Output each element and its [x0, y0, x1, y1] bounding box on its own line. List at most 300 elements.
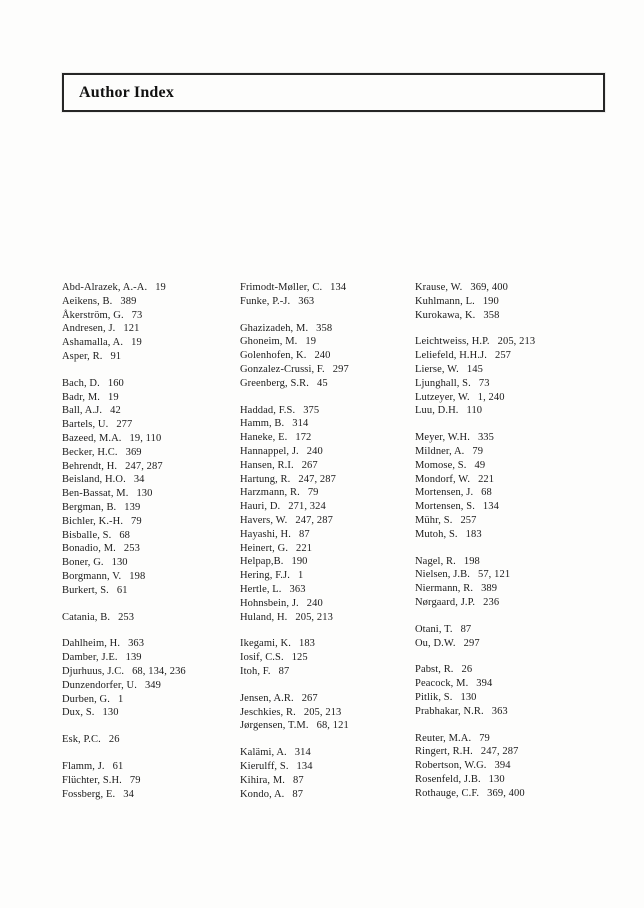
page-numbers: 369 [125, 446, 142, 458]
author-name: Rosenfeld, J.B. [415, 773, 481, 785]
alpha-group [62, 760, 240, 801]
page-numbers: 394 [476, 678, 493, 690]
author-name: Hannappel, J. [240, 445, 299, 457]
author-name: Djurhuus, J.C. [62, 665, 125, 677]
author-name: Ljunghall, S. [415, 377, 471, 389]
page-numbers: 198 [463, 555, 480, 567]
author-entry [62, 350, 240, 364]
author-name: Greenberg, S.R. [240, 377, 309, 389]
author-name: Bisballe, S. [62, 529, 112, 541]
author-name: Dux, S. [62, 707, 95, 719]
author-entry [415, 555, 596, 569]
page-numbers: 247, 287 [480, 746, 519, 758]
author-name: Asper, R. [62, 350, 103, 362]
author-name: Reuter, M.A. [415, 732, 472, 744]
author-name: Mutoh, S. [415, 528, 458, 540]
author-name: Burkert, S. [62, 584, 109, 596]
author-name: Dunzendorfer, U. [62, 679, 137, 691]
author-entry [62, 637, 240, 651]
page-numbers: 139 [125, 652, 142, 664]
alpha-group [62, 733, 240, 747]
author-name: Mühr, S. [415, 514, 453, 526]
author-name: Ball, A.J. [62, 405, 103, 417]
page-numbers: 314 [294, 747, 311, 759]
author-name: Itoh, F. [240, 665, 271, 677]
page-numbers: 130 [111, 557, 128, 569]
page-numbers: 335 [477, 432, 494, 444]
author-entry [240, 555, 415, 569]
page-numbers: 87 [292, 788, 304, 800]
author-name: Niermann, R. [415, 583, 474, 595]
page-numbers: 130 [102, 707, 119, 719]
author-entry [62, 760, 240, 774]
author-entry [240, 692, 415, 706]
author-entry [415, 691, 596, 705]
page-numbers: 240 [306, 445, 323, 457]
page-numbers: 61 [112, 760, 124, 772]
author-name: Hartung, R. [240, 473, 291, 485]
alpha-group [62, 377, 240, 598]
author-name: Behrendt, H. [62, 460, 118, 472]
author-entry [240, 281, 415, 295]
page-numbers: 267 [301, 692, 318, 704]
page-numbers: 68, 134, 236 [132, 665, 186, 677]
author-name: Kondo, A. [240, 788, 285, 800]
author-entry [62, 336, 240, 350]
alpha-group [415, 335, 596, 418]
author-name: Mortensen, J. [415, 487, 474, 499]
page-numbers: 130 [136, 488, 153, 500]
author-entry [240, 746, 415, 760]
author-entry [415, 637, 596, 651]
page-numbers: 73 [131, 309, 143, 321]
author-name: Harzmann, R. [240, 487, 300, 499]
author-name: Badr, M. [62, 391, 101, 403]
page-numbers: 389 [120, 295, 137, 307]
author-name: Borgmann, V. [62, 570, 122, 582]
page-numbers: 369, 400 [487, 787, 525, 799]
author-entry [415, 349, 596, 363]
author-entry [415, 514, 596, 528]
author-name: Golenhofen, K. [240, 350, 307, 362]
author-entry [415, 705, 596, 719]
alpha-group [62, 637, 240, 720]
author-name: Prabhakar, N.R. [415, 705, 484, 717]
page-numbers: 1 [297, 570, 304, 582]
page-numbers: 57, 121 [477, 569, 511, 581]
page-numbers: 134 [296, 760, 313, 772]
author-name: Kalämi, A. [240, 747, 287, 759]
author-index-header-box [62, 73, 605, 112]
page-numbers: 363 [298, 295, 315, 307]
author-entry [62, 556, 240, 570]
page-numbers: 121 [123, 323, 140, 335]
page-numbers: 125 [291, 652, 308, 664]
page-numbers: 19 [131, 337, 142, 349]
author-entry [240, 500, 415, 514]
author-entry [62, 584, 240, 598]
author-name: Boner, G. [62, 557, 104, 569]
page-numbers: 1, 240 [477, 391, 505, 403]
author-entry [62, 706, 240, 720]
author-entry [240, 445, 415, 459]
page-numbers: 236 [483, 596, 500, 608]
author-entry [62, 309, 240, 323]
author-entry [62, 391, 240, 405]
author-name: Kihira, M. [240, 774, 286, 786]
author-entry [62, 693, 240, 707]
page-numbers: 19 [108, 391, 119, 403]
index-columns [62, 281, 596, 814]
page-numbers: 19, 110 [129, 432, 162, 444]
author-name: Hayashi, H. [240, 528, 291, 540]
page-numbers: 79 [307, 487, 319, 499]
author-entry [62, 446, 240, 460]
alpha-group [415, 732, 596, 801]
author-entry [240, 322, 415, 336]
author-entry [240, 597, 415, 611]
page-numbers: 87 [460, 623, 472, 635]
page-numbers: 145 [466, 363, 483, 375]
alpha-group [240, 404, 415, 625]
author-name: Frimodt-Møller, C. [240, 282, 323, 293]
page-numbers: 363 [491, 705, 508, 717]
page-numbers: 253 [118, 611, 135, 623]
author-name: Pitlik, S. [415, 691, 453, 703]
author-name: Momose, S. [415, 459, 467, 471]
author-entry [62, 774, 240, 788]
author-name: Bergman, B. [62, 501, 117, 513]
page-numbers: 130 [460, 691, 477, 703]
author-entry [415, 528, 596, 542]
page-numbers: 247, 287 [298, 473, 336, 485]
page-numbers: 73 [478, 377, 490, 389]
author-entry [62, 432, 240, 446]
author-entry [240, 706, 415, 720]
author-entry [415, 663, 596, 677]
page-numbers: 87 [278, 665, 290, 677]
author-entry [62, 665, 240, 679]
author-entry [240, 486, 415, 500]
author-name: Ou, D.W. [415, 637, 456, 649]
author-entry [62, 281, 240, 295]
page-numbers: 34 [123, 788, 134, 800]
author-name: Lierse, W. [415, 363, 459, 375]
page-numbers: 240 [314, 350, 331, 362]
author-entry [240, 788, 415, 802]
author-entry [62, 473, 240, 487]
index-column-2 [240, 281, 415, 814]
author-name: Ashamalla, A. [62, 337, 124, 349]
author-entry [240, 528, 415, 542]
author-name: Otani, T. [415, 623, 453, 635]
author-entry [415, 309, 596, 323]
author-entry [240, 719, 415, 733]
author-name: Nagel, R. [415, 555, 456, 567]
page-numbers: 87 [293, 774, 304, 786]
author-entry [415, 335, 596, 349]
author-entry [415, 773, 596, 787]
author-name: Kierulff, S. [240, 760, 289, 772]
page-numbers: 363 [128, 638, 145, 650]
alpha-group [240, 746, 415, 801]
page-numbers: 297 [463, 637, 480, 649]
author-name: Nørgaard, J.P. [415, 596, 476, 608]
author-name: Flamm, J. [62, 760, 105, 772]
author-name: Flüchter, S.H. [62, 774, 122, 786]
index-column-1 [62, 281, 240, 814]
alpha-group [240, 692, 415, 733]
author-entry [415, 295, 596, 309]
page-numbers: 79 [479, 732, 490, 744]
author-name: Dahlheim, H. [62, 638, 121, 650]
page-numbers: 369, 400 [470, 282, 508, 293]
author-entry [415, 732, 596, 746]
author-name: Huland, H. [240, 611, 288, 623]
author-name: Ringert, R.H. [415, 746, 473, 758]
author-name: Hamm, B. [240, 418, 285, 430]
page-numbers: 240 [306, 597, 323, 609]
page-numbers: 314 [292, 418, 309, 430]
author-entry [415, 459, 596, 473]
author-name: Hansen, R.I. [240, 459, 294, 471]
author-entry [415, 486, 596, 500]
author-name: Åkerström, G. [62, 309, 124, 321]
author-entry [240, 774, 415, 788]
alpha-group [62, 611, 240, 625]
author-entry [62, 542, 240, 556]
author-name: Funke, P.-J. [240, 295, 291, 307]
author-name: Durben, G. [62, 693, 110, 705]
page-numbers: 19 [155, 282, 166, 293]
author-name: Mildner, A. [415, 445, 465, 457]
author-entry [415, 431, 596, 445]
author-entry [240, 404, 415, 418]
alpha-group [415, 555, 596, 610]
author-name: Hohnsbein, J. [240, 597, 299, 609]
page-numbers: 26 [108, 734, 120, 746]
author-name: Bartels, U. [62, 419, 109, 431]
author-name: Leichtweiss, H.P. [415, 336, 490, 348]
page-numbers: 68 [481, 487, 492, 499]
author-name: Bazeed, M.A. [62, 432, 122, 444]
author-name: Hauri, D. [240, 501, 281, 513]
alpha-group [415, 663, 596, 718]
page-numbers: 68 [119, 529, 131, 541]
author-name: Beisland, H.O. [62, 474, 126, 486]
page-numbers: 68, 121 [316, 720, 349, 732]
author-name: Hertle, L. [240, 583, 282, 595]
alpha-group [240, 322, 415, 391]
author-entry [415, 623, 596, 637]
alpha-group [62, 281, 240, 364]
author-name: Ben-Bassat, M. [62, 488, 129, 500]
page-numbers: 394 [494, 760, 511, 772]
author-entry [240, 295, 415, 309]
author-name: Helpap,B. [240, 556, 284, 568]
author-name: Havers, W. [240, 514, 288, 526]
page-numbers: 221 [478, 473, 495, 485]
page-numbers: 267 [301, 459, 318, 471]
author-name: Bichler, K.-H. [62, 515, 124, 527]
author-entry [240, 611, 415, 625]
alpha-group [415, 281, 596, 322]
page-numbers: 183 [298, 638, 316, 650]
page-title: Author Index [79, 83, 175, 101]
author-entry [62, 570, 240, 584]
page-numbers: 297 [332, 363, 349, 375]
author-name: Robertson, W.G. [415, 760, 487, 772]
alpha-group [240, 281, 415, 309]
author-name: Heinert, G. [240, 542, 289, 554]
author-name: Pabst, R. [415, 664, 454, 676]
author-name: Nielsen, J.B. [415, 569, 470, 581]
author-entry [62, 679, 240, 693]
page-numbers: 198 [129, 570, 146, 582]
page-numbers: 79 [131, 515, 142, 527]
author-name: Hering, F.J. [240, 570, 290, 582]
author-entry [62, 322, 240, 336]
author-entry [415, 787, 596, 801]
author-entry [240, 473, 415, 487]
author-entry [240, 459, 415, 473]
author-entry [62, 501, 240, 515]
author-entry [415, 445, 596, 459]
author-name: Mortensen, S. [415, 501, 475, 513]
author-entry [415, 500, 596, 514]
author-entry [240, 363, 415, 377]
author-name: Damber, J.E. [62, 652, 118, 664]
author-name: Mondorf, W. [415, 473, 471, 485]
author-name: Esk, P.C. [62, 734, 101, 746]
author-entry [62, 733, 240, 747]
author-entry [62, 529, 240, 543]
author-entry [240, 542, 415, 556]
page-numbers: 1 [117, 693, 124, 705]
author-name: Haneke, E. [240, 432, 288, 444]
author-entry [240, 760, 415, 774]
page-numbers: 19 [305, 336, 317, 348]
author-entry [240, 583, 415, 597]
author-name: Becker, H.C. [62, 446, 118, 458]
page-numbers: 205, 213 [295, 611, 333, 623]
author-name: Bonadio, M. [62, 543, 116, 555]
page-numbers: 79 [129, 774, 141, 786]
alpha-group [415, 623, 596, 651]
page-numbers: 271, 324 [288, 501, 326, 513]
author-name: Catania, B. [62, 611, 111, 623]
author-name: Bach, D. [62, 377, 100, 389]
author-entry [62, 460, 240, 474]
author-name: Aeikens, B. [62, 295, 113, 307]
author-entry [415, 377, 596, 391]
author-name: Rothauge, C.F. [415, 787, 480, 799]
author-name: Iosif, C.S. [240, 652, 284, 664]
alpha-group [415, 431, 596, 541]
page-numbers: 205, 213 [303, 706, 342, 718]
page-numbers: 277 [116, 419, 133, 431]
author-name: Leliefeld, H.H.J. [415, 350, 487, 362]
page-numbers: 26 [461, 664, 473, 676]
author-name: Jensen, A.R. [240, 692, 294, 704]
page-numbers: 49 [474, 459, 486, 471]
author-name: Ghoneim, M. [240, 336, 298, 348]
page-numbers: 363 [289, 583, 306, 595]
page-numbers: 221 [296, 542, 313, 554]
author-name: Lutzeyer, W. [415, 391, 470, 403]
author-entry [415, 745, 596, 759]
author-entry [62, 404, 240, 418]
page-numbers: 375 [303, 404, 320, 416]
author-name: Meyer, W.H. [415, 432, 470, 444]
author-entry [240, 637, 415, 651]
author-name: Jørgensen, T.M. [240, 720, 309, 732]
author-name: Luu, D.H. [415, 405, 459, 417]
page-numbers: 160 [107, 377, 124, 389]
page-numbers: 87 [298, 528, 310, 540]
page-numbers: 45 [316, 377, 328, 389]
author-entry [62, 418, 240, 432]
author-entry [415, 568, 596, 582]
page-numbers: 190 [291, 556, 308, 568]
page-numbers: 79 [472, 445, 484, 457]
author-entry [415, 281, 596, 295]
author-entry [240, 417, 415, 431]
page-numbers: 389 [481, 583, 498, 595]
author-name: Gonzalez-Crussi, F. [240, 363, 325, 375]
author-entry [62, 377, 240, 391]
page-numbers: 253 [123, 543, 140, 555]
author-entry [240, 651, 415, 665]
author-entry [240, 431, 415, 445]
page-numbers: 134 [330, 282, 347, 293]
author-name: Haddad, F.S. [240, 404, 296, 416]
author-name: Ikegami, K. [240, 638, 291, 650]
page-numbers: 61 [116, 584, 128, 596]
author-entry [62, 295, 240, 309]
page-numbers: 42 [110, 405, 121, 417]
page-numbers: 172 [295, 432, 312, 444]
page-numbers: 190 [482, 295, 499, 307]
author-entry [62, 611, 240, 625]
author-entry [62, 487, 240, 501]
author-name: Ghazizadeh, M. [240, 322, 309, 334]
author-entry [415, 596, 596, 610]
author-entry [415, 582, 596, 596]
page-numbers: 134 [482, 501, 499, 513]
page-numbers: 247, 287 [125, 460, 163, 472]
author-entry [240, 665, 415, 679]
author-entry [240, 335, 415, 349]
page-numbers: 257 [460, 514, 477, 526]
author-name: Peacock, M. [415, 678, 469, 690]
author-name: Fossberg, E. [62, 788, 116, 800]
author-entry [240, 377, 415, 391]
author-entry [62, 515, 240, 529]
author-entry [240, 514, 415, 528]
page-numbers: 358 [483, 309, 500, 321]
author-name: Abd-Alrazek, A.-A. [62, 282, 148, 293]
author-entry [415, 473, 596, 487]
author-name: Kuhlmann, L. [415, 295, 475, 307]
index-column-3 [415, 281, 596, 814]
page-numbers: 183 [465, 528, 482, 540]
page-numbers: 110 [466, 405, 483, 417]
author-entry [240, 349, 415, 363]
author-name: Krause, W. [415, 282, 463, 293]
author-entry [415, 677, 596, 691]
page-numbers: 257 [494, 350, 512, 362]
